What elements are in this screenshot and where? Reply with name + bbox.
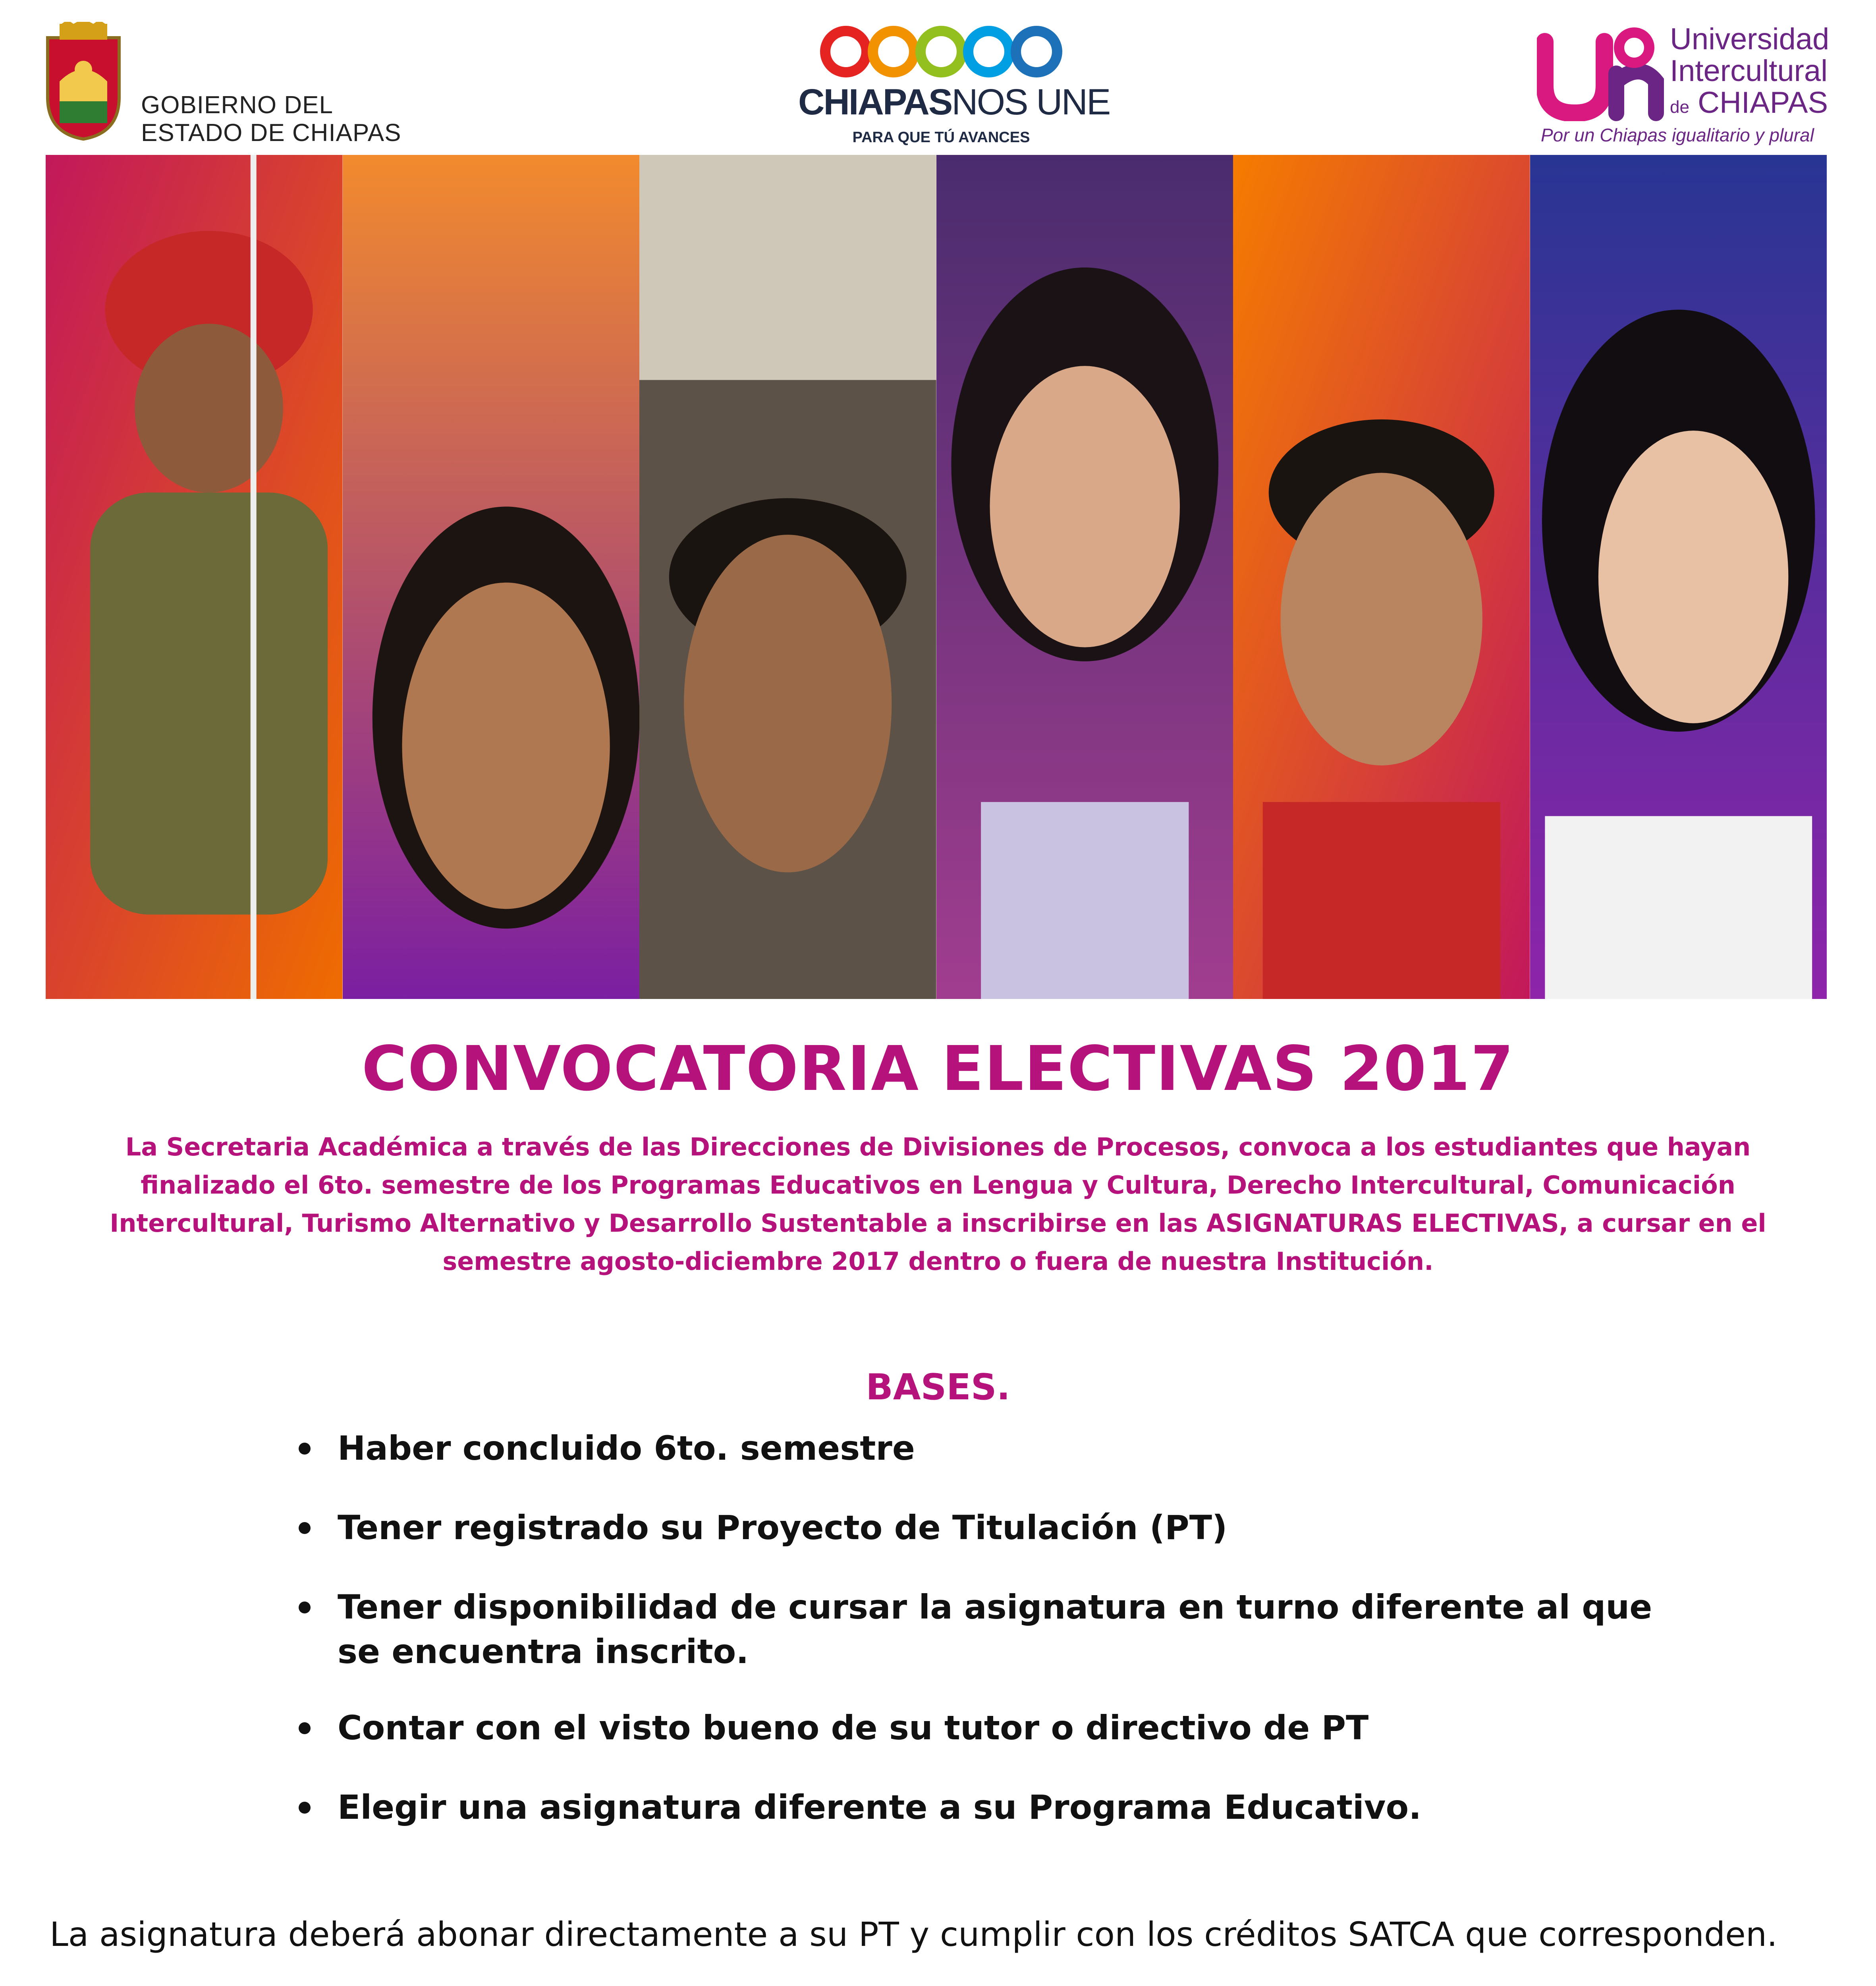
bases-item: Tener registrado su Proyecto de Titulación (PT) xyxy=(294,1505,1684,1550)
bases-item: Haber concluido 6to. semestre xyxy=(294,1426,1684,1470)
body-paragraph: La asignatura deberá abonar directamente a su PT y cumplir con los créditos SATCA que corresponden. xyxy=(50,1915,1778,1954)
university-slogan: Por un Chiapas igualitario y plural xyxy=(1541,125,1814,145)
university-line-2: Intercultural xyxy=(1670,54,1828,88)
bases-list xyxy=(294,1426,1684,1864)
government-name xyxy=(141,91,401,147)
campaign-brand-bold: CHIAPAS xyxy=(798,82,952,122)
government-line-1: GOBIERNO DEL xyxy=(141,91,333,119)
header xyxy=(0,0,1876,155)
photo-panel-man xyxy=(1233,155,1530,999)
photo-panel-woman-1 xyxy=(343,155,640,999)
campaign-tagline: PARA QUE TÚ AVANCES xyxy=(852,129,1030,146)
university-line-3 xyxy=(1670,85,1828,120)
chiapas-nos-une-logo[interactable] xyxy=(798,22,1110,146)
photo-panel-young-man xyxy=(639,155,936,999)
unich-monogram-icon xyxy=(1537,26,1664,121)
man-portrait-photo xyxy=(1233,155,1530,999)
university-de: de xyxy=(1670,97,1689,117)
chiapas-coat-of-arms-icon xyxy=(44,22,123,141)
campaign-brand xyxy=(798,81,1110,123)
photo-panel-smiling-woman xyxy=(936,155,1233,999)
photo-panel-climber xyxy=(46,155,343,999)
university-logo[interactable] xyxy=(1537,18,1847,145)
photo-panel-woman-2 xyxy=(1530,155,1827,999)
bases-heading: BASES. xyxy=(866,1366,1010,1408)
young-man-portrait-photo xyxy=(639,155,936,999)
page-title: CONVOCATORIA ELECTIVAS 2017 xyxy=(361,1033,1515,1105)
bases-item: Elegir una asignatura diferente a su Programa Educativo. xyxy=(294,1785,1684,1830)
university-line-1: Universidad xyxy=(1670,22,1830,56)
campaign-brand-thin: NOS UNE xyxy=(952,82,1110,122)
colored-rings-icon xyxy=(820,22,1062,81)
smiling-woman-portrait-photo xyxy=(936,155,1233,999)
bases-item: Tener disponibilidad de cursar la asignatura en turno diferente al que se encuentra inscrito. xyxy=(294,1585,1684,1674)
woman-portrait-photo xyxy=(343,155,640,999)
intro-paragraph: La Secretaria Académica a través de las Direcciones de Divisiones de Procesos, convoca a los estudiantes que hayan finalizado el 6to. semestre de los Programas Educativos en Lengua y Cultura, Derecho Intercultural, Comunicación Intercultural, Turismo Alternativo y Desarrollo Sustentable a inscribirse en las ASIGNATURAS ELECTIVAS, a cursar en el semestre agosto-diciembre 2017 dentro o fuera de nuestra Institución. xyxy=(110,1132,1766,1276)
university-name: CHIAPAS xyxy=(1698,86,1828,120)
climber-photo xyxy=(46,155,343,999)
government-line-2: ESTADO DE CHIAPAS xyxy=(141,119,401,147)
woman-smiling-portrait-photo xyxy=(1530,155,1827,999)
bases-item: Contar con el visto bueno de su tutor o directivo de PT xyxy=(294,1706,1684,1750)
government-logo[interactable] xyxy=(44,22,421,147)
student-photo-strip xyxy=(46,155,1827,999)
